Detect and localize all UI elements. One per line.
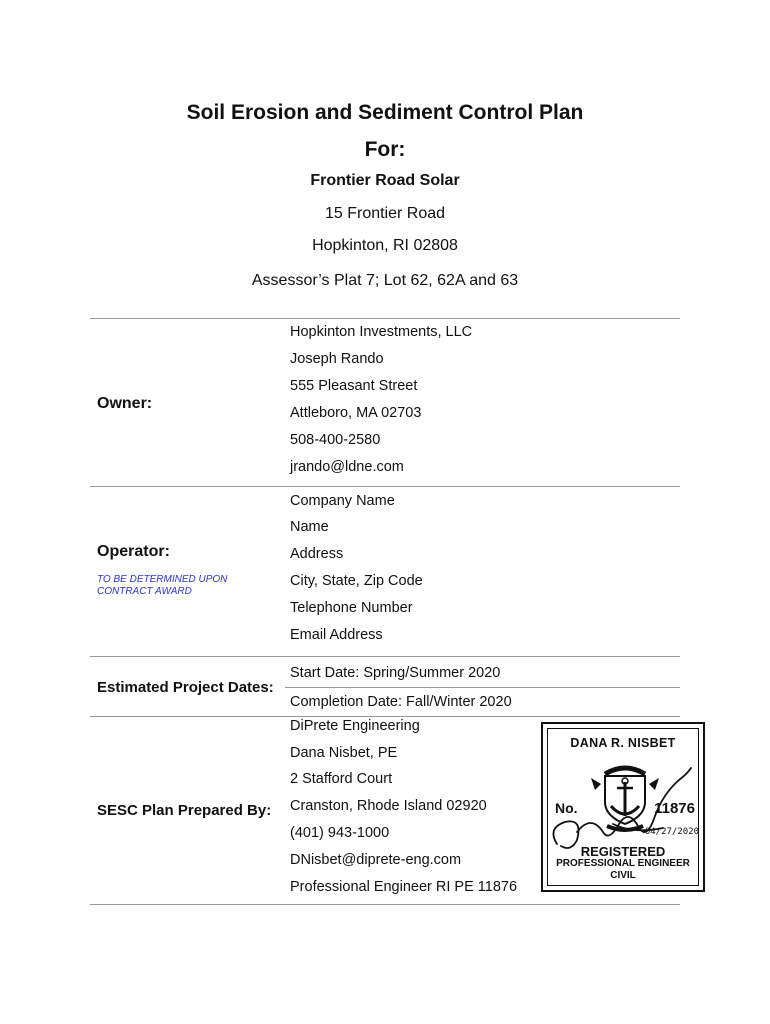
engineer-seal xyxy=(541,722,705,892)
seal-registered: REGISTERED xyxy=(580,844,666,859)
seal-discipline: CIVIL xyxy=(610,870,636,881)
document-title: Soil Erosion and Sediment Control Plan xyxy=(186,101,584,124)
owner-line: Attleboro, MA 02703 xyxy=(290,405,422,421)
prepared-by-line: Professional Engineer RI PE 11876 xyxy=(290,879,518,895)
operator-label: Operator: xyxy=(97,543,170,560)
owner-line: Joseph Rando xyxy=(290,351,384,367)
prepared-by-line: DNisbet@diprete-eng.com xyxy=(290,852,462,868)
operator-line: Address xyxy=(290,546,344,562)
completion-date: Completion Date: Fall/Winter 2020 xyxy=(290,694,512,710)
owner-label: Owner: xyxy=(97,395,153,412)
assessor-plat: Assessor’s Plat 7; Lot 62, 62A and 63 xyxy=(251,272,519,289)
operator-line: Telephone Number xyxy=(290,600,413,616)
owner-line: 555 Pleasant Street xyxy=(290,378,418,394)
divider xyxy=(90,318,680,319)
divider xyxy=(90,656,680,657)
owner-line: 508-400-2580 xyxy=(290,432,381,448)
seal-date: 04/27/2020 xyxy=(644,827,699,837)
divider xyxy=(90,716,680,717)
project-city: Hopkinton, RI 02808 xyxy=(312,237,458,254)
operator-line: Email Address xyxy=(290,627,383,643)
prepared-by-line: (401) 943-1000 xyxy=(290,825,390,841)
divider xyxy=(90,904,680,905)
prepared-by-line: 2 Stafford Court xyxy=(290,771,393,787)
seal-title: PROFESSIONAL ENGINEER xyxy=(556,858,690,869)
prepared-by-label: SESC Plan Prepared By: xyxy=(97,802,272,819)
start-date: Start Date: Spring/Summer 2020 xyxy=(290,665,501,681)
operator-line: Name xyxy=(290,519,329,535)
operator-line: Company Name xyxy=(290,493,395,509)
project-street: 15 Frontier Road xyxy=(324,205,446,222)
owner-line: jrando@ldne.com xyxy=(290,459,404,475)
divider xyxy=(90,486,680,487)
seal-engineer-name: DANA R. NISBET xyxy=(570,736,676,750)
document-title-for: For: xyxy=(364,138,406,161)
dates-label: Estimated Project Dates: xyxy=(97,679,274,696)
operator-line: City, State, Zip Code xyxy=(290,573,423,589)
seal-license-number: 11876 xyxy=(654,800,695,817)
project-name: Frontier Road Solar xyxy=(310,172,460,189)
owner-line: Hopkinton Investments, LLC xyxy=(290,324,473,340)
prepared-by-line: Cranston, Rhode Island 02920 xyxy=(290,798,487,814)
seal-no-label: No. xyxy=(555,800,578,816)
prepared-by-line: DiPrete Engineering xyxy=(290,718,420,734)
operator-note: TO BE DETERMINED UPON CONTRACT AWARD xyxy=(97,574,228,597)
prepared-by-line: Dana Nisbet, PE xyxy=(290,745,398,761)
divider xyxy=(285,687,680,688)
